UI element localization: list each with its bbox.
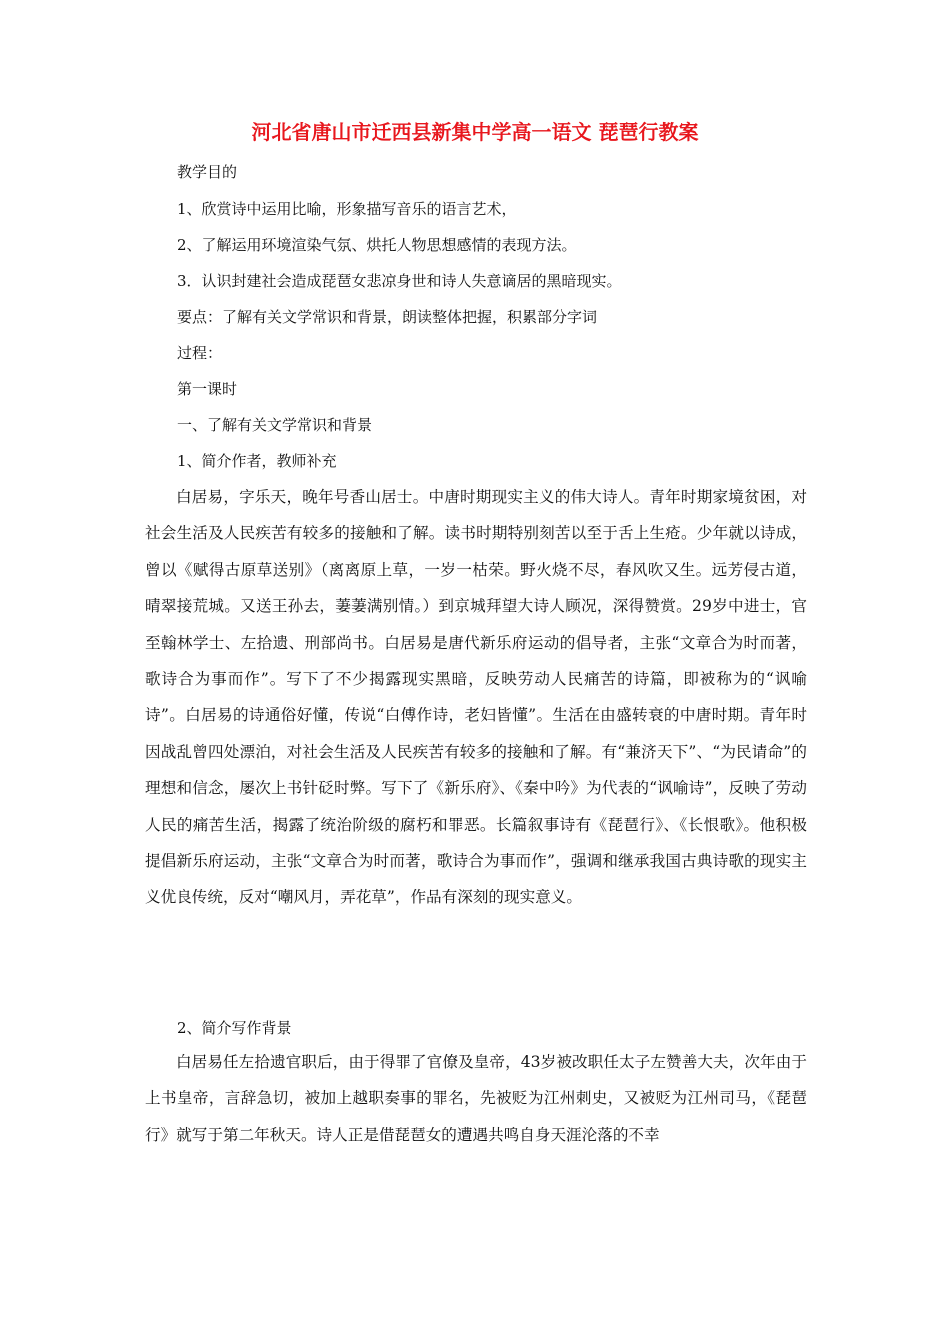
lesson-heading: 第一课时 <box>177 380 238 398</box>
section-1-heading: 一、了解有关文学常识和背景 <box>177 416 373 434</box>
objectives-heading: 教学目的 <box>177 163 238 181</box>
sub-1-heading: 1、简介作者，教师补充 <box>177 452 337 470</box>
objective-item-1: 1、欣赏诗中运用比喻，形象描写音乐的语言艺术， <box>177 200 517 218</box>
objective-item-3: 3．认识封建社会造成琵琶女悲凉身世和诗人失意谪居的黑暗现实。 <box>177 272 622 290</box>
sub-2-heading: 2、简介写作背景 <box>177 1019 292 1037</box>
process-heading: 过程： <box>177 344 223 362</box>
document-title: 河北省唐山市迁西县新集中学高一语文 琵琶行教案 <box>251 120 699 144</box>
key-points: 要点：了解有关文学常识和背景，朗读整体把握，积累部分字词 <box>177 308 598 326</box>
author-paragraph: 白居易，字乐天，晚年号香山居士。中唐时期现实主义的伟大诗人。青年时期家境贫困，对社会生活及人民疾苦有较多的接触和了解。读书时期特别刻苦以至于舌上生疮。少年就以诗成，曾以《赋得古原草送别》（离离原上草，一岁一枯荣。野火烧不尽，春风吹又生。远芳侵古道，晴翠接荒城。又送王孙去，萋萋满别情。）到京城拜望大诗人顾况，深得赞赏。29岁中进士，官至翰林学士、左拾遗、刑部尚书。白居易是唐代新乐府运动的倡导者，主张“文章合为时而著，歌诗合为事而作”。写下了不少揭露现实黑暗，反映劳动人民痛苦的诗篇，即被称为的“讽喻诗”。白居易的诗通俗好懂，传说“白傅作诗，老妇皆懂”。生活在由盛转衰的中唐时期。青年时因战乱曾四处漂泊，对社会生活及人民疾苦有较多的接触和了解。有“兼济天下”、“为民请命”的理想和信念，屡次上书针砭时弊。写下了《新乐府》、《秦中吟》为代表的“讽喻诗”，反映了劳动人民的痛苦生活，揭露了统治阶级的腐朽和罪恶。长篇叙事诗有《琵琶行》、《长恨歌》。他积极提倡新乐府运动，主张“文章合为时而著，歌诗合为事而作”，强调和继承我国古典诗歌的现实主义优良传统，反对“嘲风月，弄花草”，作品有深刻的现实意义。 <box>145 488 807 907</box>
objective-item-2: 2、了解运用环境渲染气氛、烘托人物思想感情的表现方法。 <box>177 236 577 254</box>
background-paragraph: 白居易任左拾遗官职后，由于得罪了官僚及皇帝，43岁被改职任太子左赞善大夫，次年由于上书皇帝，言辞急切，被加上越职奏事的罪名，先被贬为江州刺史，又被贬为江州司马，《琵琶行》就写于第二年秋天。诗人正是借琵琶女的遭遇共鸣自身天涯沦落的不幸 <box>145 1053 807 1144</box>
